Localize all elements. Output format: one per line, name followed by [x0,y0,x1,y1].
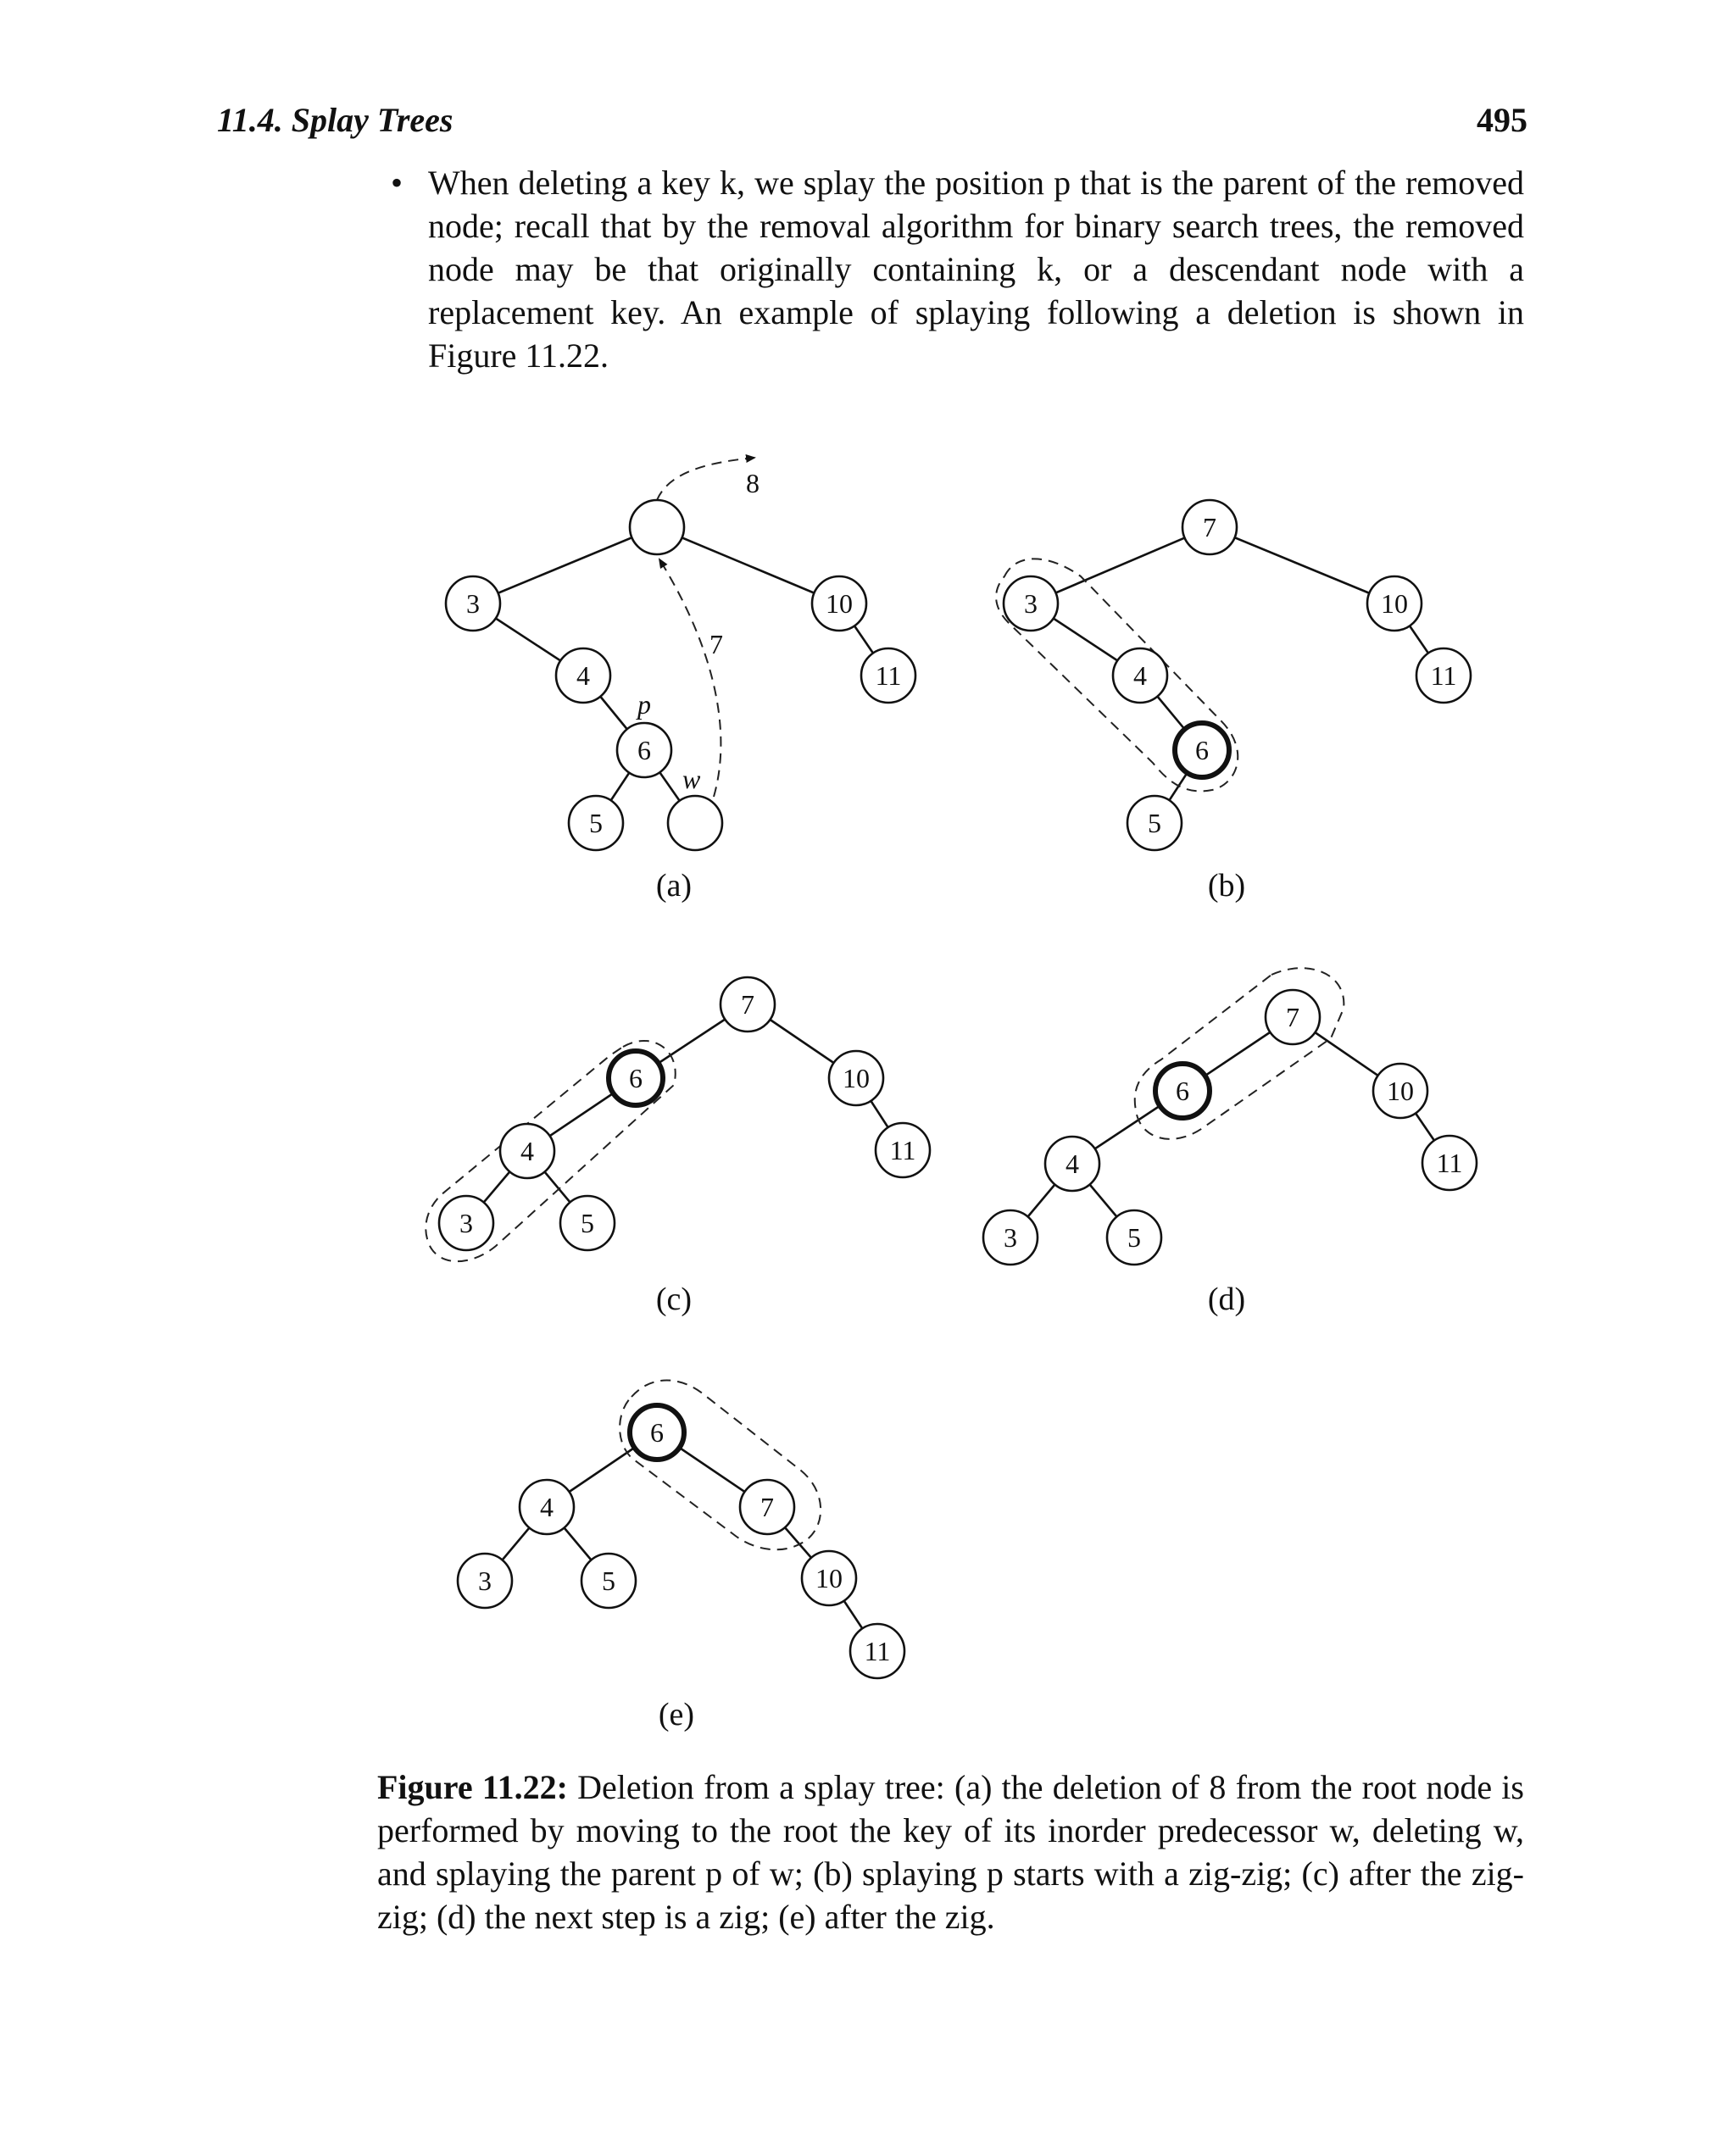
caption-label: Figure 11.22: [377,1768,568,1806]
label-c-3: 3 [459,1208,473,1238]
label-c-6: 6 [629,1063,643,1093]
label-d-10: 10 [1387,1076,1414,1106]
bullet-text: When deleting a key k, we splay the position p that is the parent of the removed node; recall that by the removal algorithm for binary search trees, the removed node may be that originally containing k, or a descendant node with a replacement key. An example of splaying following a deletion is shown in Figure 11.22. [428,164,1524,375]
label-p: p [637,689,651,720]
label-b-3: 3 [1024,588,1038,619]
panel-label-c: (c) [655,1282,693,1317]
edge-a-root-10 [657,527,839,603]
label-removed-8: 8 [746,468,760,498]
label-c-5: 5 [581,1208,594,1238]
label-a-6: 6 [637,735,651,765]
label-b-4: 4 [1133,660,1147,691]
label-e-3: 3 [478,1565,492,1596]
label-a-11: 11 [875,660,902,691]
node-a-root-empty [630,500,684,554]
label-e-4: 4 [540,1492,554,1522]
edge-b-7-3 [1031,527,1210,603]
label-c-11: 11 [889,1135,916,1165]
panel-c [426,977,930,1317]
panel-label-b: (b) [1207,868,1246,904]
label-c-10: 10 [843,1063,870,1093]
panel-a [446,458,915,904]
panel-label-a: (a) [655,868,693,904]
label-a-5: 5 [589,808,603,838]
caption-text: Deletion from a splay tree: (a) the deletion of 8 from the root node is performed by moving to the root the key of its inorder predecessor w, deleting w, and splaying the parent p of w; (b) splaying p starts with a zig-zig; (c) after the zig-zig; (d) the next step is a zig; (e) after the zig. [377,1768,1524,1936]
label-c-4: 4 [520,1136,534,1166]
label-e-5: 5 [602,1565,615,1596]
edge-b-7-10 [1210,527,1394,603]
label-e-6: 6 [650,1417,664,1448]
label-d-4: 4 [1066,1148,1079,1179]
figure-caption [377,1766,1524,1938]
label-d-3: 3 [1004,1222,1017,1253]
page-number: 495 [1477,101,1527,139]
label-c-7: 7 [741,989,754,1020]
label-a-4: 4 [576,660,590,691]
bullet-dot: • [391,164,403,202]
label-d-5: 5 [1127,1222,1141,1253]
section-title: 11.4. Splay Trees [217,101,453,139]
label-e-11: 11 [864,1636,891,1666]
panel-b [996,500,1471,904]
panel-label-e: (e) [658,1697,695,1732]
label-d-6: 6 [1176,1076,1189,1106]
label-d-7: 7 [1286,1002,1299,1032]
label-b-10: 10 [1381,588,1408,619]
label-e-7: 7 [760,1492,774,1522]
label-moved-7: 7 [709,629,723,659]
label-b-7: 7 [1203,512,1216,542]
panel-d [983,968,1477,1317]
label-d-11: 11 [1436,1148,1463,1178]
label-b-6: 6 [1195,735,1209,765]
edge-a-root-3 [473,527,657,603]
panel-e [458,1380,904,1732]
label-b-11: 11 [1430,660,1457,691]
removed-key-arrow [657,458,754,500]
label-w: w [682,764,701,794]
label-e-10: 10 [815,1563,843,1593]
node-a-w-empty [668,796,722,850]
label-a-3: 3 [466,588,480,619]
label-b-5: 5 [1148,808,1161,838]
panel-label-d: (d) [1207,1282,1246,1317]
label-a-10: 10 [826,588,853,619]
